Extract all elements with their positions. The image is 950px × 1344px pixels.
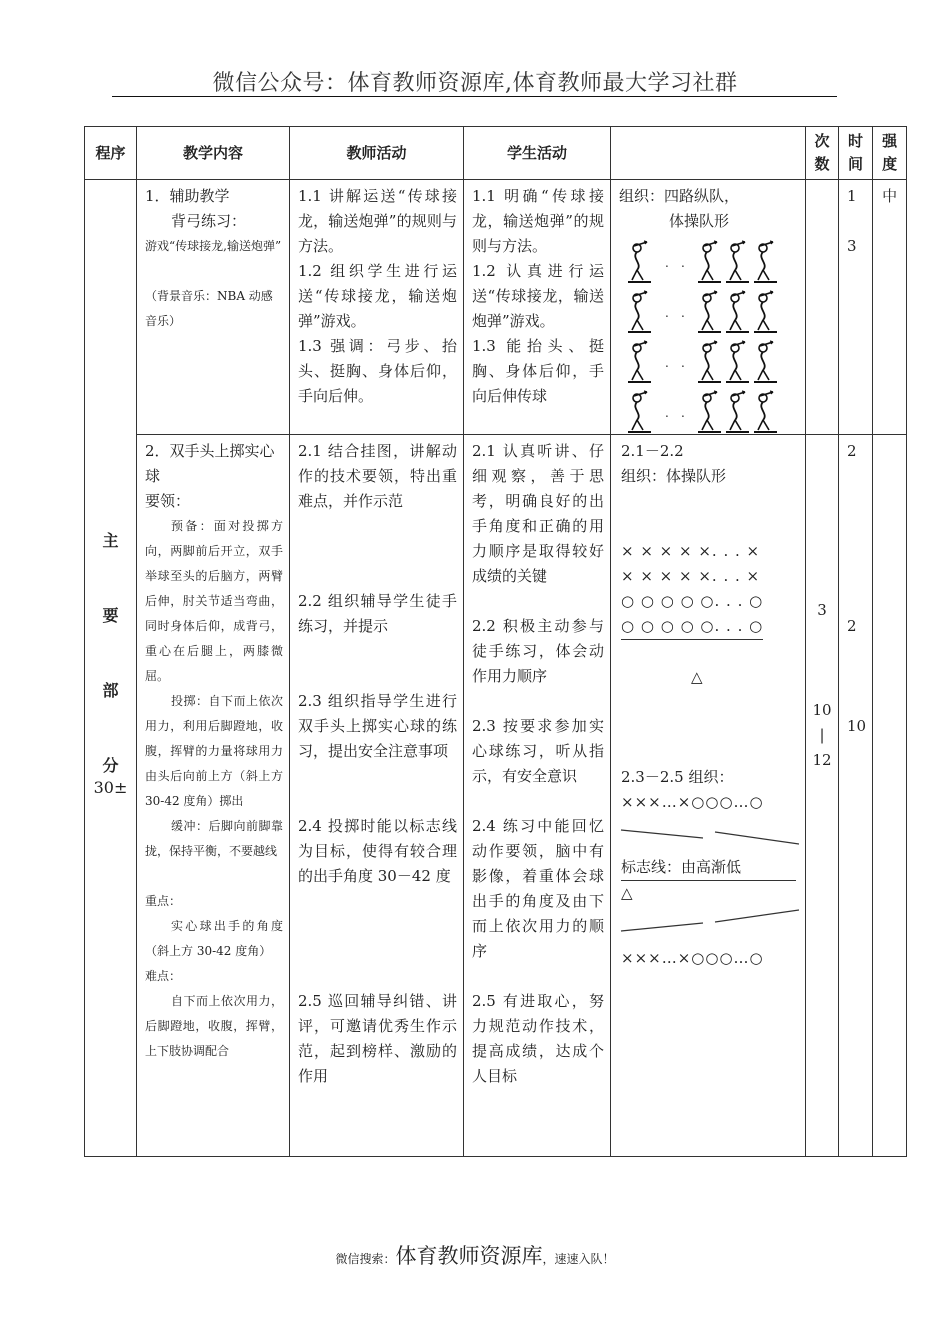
- student-figure-icon: [627, 240, 653, 284]
- row2-time-1: 2: [847, 442, 857, 460]
- row2-student-item: 2.2 积极主动参与徒手练习，体会动作用力顺序: [472, 617, 604, 685]
- row2-key-label: 要领：: [145, 492, 191, 510]
- row2-org-title2: 2.3－2.5 组织：: [621, 768, 734, 786]
- row2-teacher-item: 2.4 投掷时能以标志线为目标，使得有较合理的出手角度 30－42 度: [298, 817, 457, 885]
- row1-student-item: 1.1 明确“传球接龙，输送炮弹”的规则与方法。: [472, 187, 604, 255]
- table-row: [85, 435, 907, 1157]
- row2-teacher-item: 2.5 巡回辅导纠错、讲评，可邀请优秀生作示范，起到榜样、激励的作用: [298, 992, 457, 1085]
- row1-time-1: 1: [847, 187, 857, 205]
- row2-teacher: [290, 435, 464, 1157]
- student-figure-icon: [725, 390, 751, 434]
- section-duration: 30±: [93, 778, 128, 797]
- footer-prefix: 微信搜索：: [335, 1252, 396, 1266]
- header-content: 教学内容: [137, 127, 290, 180]
- row2-count: [806, 435, 839, 1157]
- lesson-plan-table: [84, 126, 907, 1157]
- header-count: [806, 127, 839, 180]
- formation-row: ○ ○ ○ ○ ○. . . ○: [621, 614, 763, 640]
- ellipsis-dot: .: [681, 356, 685, 370]
- row1-time-2: 3: [847, 237, 857, 255]
- header-teacher: 教师活动: [290, 127, 464, 180]
- table-row: [85, 180, 907, 435]
- row2-buffer: 缓冲：后脚向前脚靠拢，保持平衡，不要越线: [145, 819, 283, 858]
- ellipsis-dot: .: [665, 256, 669, 270]
- marker-lines-top: [619, 815, 799, 855]
- row2-organization: [611, 435, 806, 1157]
- row2-student-item: 2.5 有进取心，努力规范动作技术，提高成绩，达成个人目标: [472, 992, 604, 1085]
- footer: [0, 1240, 950, 1270]
- formation-row: ○ ○ ○ ○ ○. . . ○: [621, 592, 764, 610]
- section-char-2: 要: [102, 606, 119, 625]
- student-figure-icon: [697, 290, 723, 334]
- student-figure-icon: [753, 340, 779, 384]
- ellipsis-dot: .: [681, 406, 685, 420]
- row1-count: [806, 180, 839, 435]
- section-char-1: 主: [102, 531, 119, 550]
- row2-intensity: [873, 435, 907, 1157]
- student-figure-icon: [725, 290, 751, 334]
- header-time-text: 时间: [848, 132, 864, 173]
- header-rule: [112, 96, 837, 97]
- student-figure-icon: [753, 290, 779, 334]
- footer-suffix: ，速速入队！: [542, 1252, 615, 1266]
- row2-teacher-item: 2.3 组织指导学生进行双手头上掷实心球的练习，提出安全注意事项: [298, 692, 457, 760]
- row1-music: （背景音乐：NBA 动感音乐）: [145, 289, 273, 328]
- row1-subtitle: 背弓练习：: [171, 212, 247, 230]
- row2-teacher-item: 2.2 组织辅导学生徒手练习，并提示: [298, 592, 457, 635]
- teacher-position-mark: △: [691, 668, 703, 686]
- header-intensity: [873, 127, 907, 180]
- row2-time-3: 10: [847, 717, 867, 735]
- row1-student-item: 1.2 认真进行运送“传球接龙，输送炮弹”游戏。: [472, 262, 604, 330]
- marker-text: 标志线：由高渐低: [621, 855, 796, 881]
- row1-teacher-item: 1.3 强调：弓步、抬头、挺胸、身体后仰，手向后伸。: [298, 337, 457, 405]
- student-figure-icon: [627, 290, 653, 334]
- section-char-4: 分: [102, 756, 119, 775]
- throw-line-bottom: ×××…×○○○…○: [621, 949, 764, 967]
- row2-time: [839, 435, 873, 1157]
- student-figure-icon: [627, 340, 653, 384]
- row1-student: [464, 180, 611, 435]
- ellipsis-dot: .: [681, 306, 685, 320]
- row2-student-item: 2.1 认真听讲、仔细观察，善于思考，明确良好的出手角度和正确的用力顺序是取得较好成绩的关键: [472, 442, 604, 585]
- teacher-position-mark-2: △: [621, 884, 633, 902]
- row2-count-sep: |: [819, 726, 825, 744]
- header-organization: [611, 127, 806, 180]
- row1-title: 1．辅助教学: [145, 187, 230, 205]
- row2-teacher-item: 2.1 结合挂图，讲解动作的技术要领，特出重难点，并作示范: [298, 442, 457, 510]
- row1-time: [839, 180, 873, 435]
- row2-title: 2．双手头上掷实心球: [145, 442, 275, 485]
- formation-row: × × × × ×. . . ×: [621, 542, 761, 560]
- row2-count-3: 12: [812, 751, 832, 769]
- ellipsis-dot: .: [665, 306, 669, 320]
- row2-org-title: 2.1－2.2: [621, 442, 684, 460]
- row2-org-label: 组织：体操队形: [621, 467, 727, 485]
- row2-focus-label: 重点：: [145, 894, 182, 908]
- row2-throw: 投掷：自下而上依次用力，利用后脚蹬地，收腹，挥臂的力量将球用力由头后向前上方（斜上方 30-42 度角）掷出: [145, 694, 283, 808]
- header-intensity-text: 强度: [882, 132, 898, 173]
- row2-count-2: 10: [812, 701, 832, 719]
- row2-content: [137, 435, 290, 1157]
- student-figure-icon: [725, 340, 751, 384]
- header-title: 微信公众号：体育教师资源库,体育教师最大学习社群: [212, 71, 738, 96]
- ellipsis-dot: .: [681, 256, 685, 270]
- row1-intensity: [873, 180, 907, 435]
- row1-organization: [611, 180, 806, 435]
- row2-student-item: 2.3 按要求参加实心球练习，听从指示，有安全意识: [472, 717, 604, 785]
- row1-teacher-item: 1.1 讲解运送“传球接龙，输送炮弹”的规则与方法。: [298, 187, 457, 255]
- section-label-cell: [85, 180, 137, 1157]
- row2-student: [464, 435, 611, 1157]
- header-student: 学生活动: [464, 127, 611, 180]
- header-count-text: 次数: [814, 132, 830, 173]
- formation-figures: [627, 240, 799, 434]
- row2-difficulty-label: 难点：: [145, 969, 182, 983]
- row2-focus: 实心球出手的角度（斜上方 30-42 度角）: [145, 919, 283, 958]
- student-figure-icon: [697, 340, 723, 384]
- row1-student-item: 1.3 能抬头、挺胸、身体后仰，手向后伸传球: [472, 337, 604, 405]
- student-figure-icon: [753, 390, 779, 434]
- row2-student-item: 2.4 练习中能回忆动作要领，脑中有影像，着重体会球出手的角度及由下而上依次用力的顺序: [472, 817, 604, 960]
- row2-time-2: 2: [847, 617, 857, 635]
- student-figure-icon: [725, 240, 751, 284]
- row1-intensity-text: 中: [882, 187, 898, 205]
- header-time: [839, 127, 873, 180]
- row2-prep: 预备：面对投掷方向，两脚前后开立，双手举球至头的后脑方，两臂后伸，肘关节适当弯曲，同时身体后仰，成背弓，重心在后腿上，两膝微屈。: [145, 519, 283, 683]
- table-header-row: [85, 127, 907, 180]
- ellipsis-dot: .: [665, 406, 669, 420]
- marker-lines-bottom: [619, 906, 799, 946]
- row1-teacher-item: 1.2 组织学生进行运送“传球接龙，输送炮弹”游戏。: [298, 262, 457, 330]
- header-program: 程序: [85, 127, 137, 180]
- student-figure-icon: [697, 390, 723, 434]
- footer-name: 体育教师资源库: [395, 1244, 543, 1268]
- section-label: [85, 180, 136, 1150]
- row1-org-line2: 体操队形: [669, 212, 730, 230]
- row1-org-line1: 组织：四路纵队，: [619, 187, 740, 205]
- row2-count-1: 3: [817, 601, 827, 619]
- student-figure-icon: [697, 240, 723, 284]
- formation-row: × × × × ×. . . ×: [621, 567, 761, 585]
- row1-game: 游戏“传球接龙,输送炮弹”: [145, 239, 282, 253]
- ellipsis-dot: .: [665, 356, 669, 370]
- student-figure-icon: [627, 390, 653, 434]
- student-figure-icon: [753, 240, 779, 284]
- row1-teacher: [290, 180, 464, 435]
- section-char-3: 部: [102, 681, 119, 700]
- row1-content: [137, 180, 290, 435]
- row2-difficulty: 自下而上依次用力，后脚蹬地，收腹，挥臂，上下肢协调配合: [145, 994, 283, 1058]
- throw-line-top: ×××…×○○○…○: [621, 793, 764, 811]
